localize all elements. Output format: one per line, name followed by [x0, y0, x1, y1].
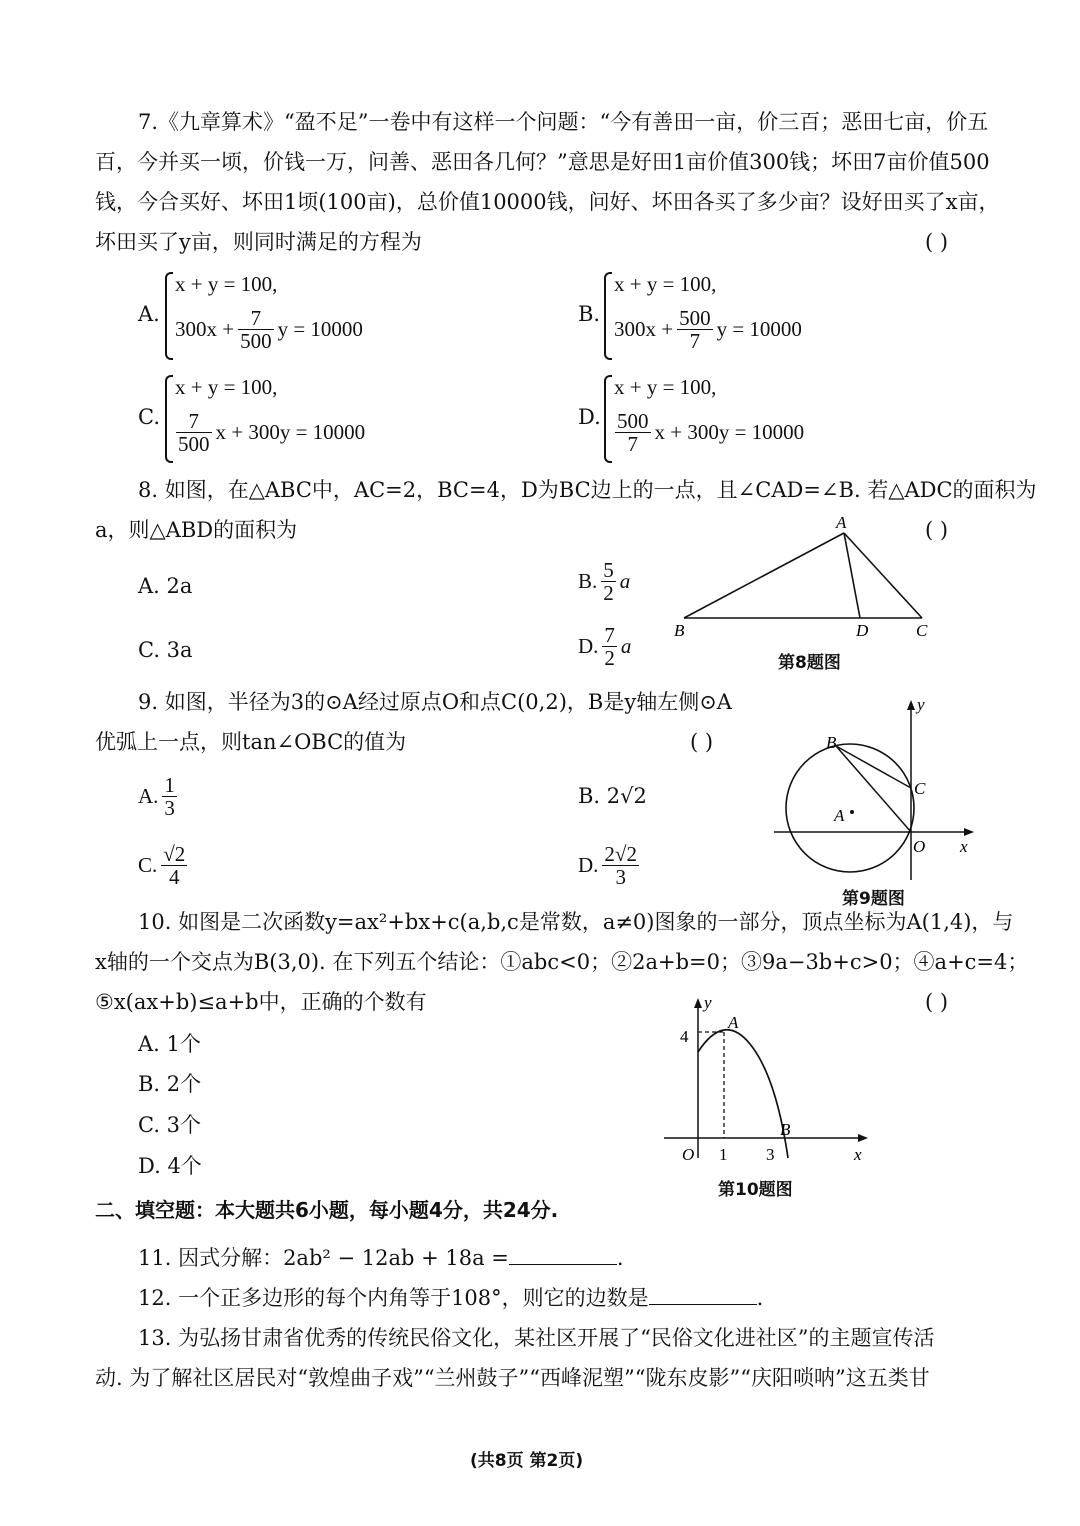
q10-line2: x轴的一个交点为B(3,0). 在下列五个结论：①abc<0；②2a+b=0；③9a−3b+c>0；④a+c=4； — [95, 950, 1029, 974]
q7-optD-label: D. — [578, 405, 601, 429]
q8-side-ab — [684, 533, 844, 618]
q11-text: 11. 因式分解：2ab² − 12ab + 18a = . — [138, 1246, 624, 1270]
q9-optA: A. $\frac{1}{3}$ — [138, 772, 175, 820]
q7-optA-brace — [165, 272, 173, 360]
q7-optB-brace — [604, 272, 612, 360]
q13-line2: 动. 为了解社区居民对“敦煌曲子戏”“兰州鼓子”“西峰泥塑”“陇东皮影”“庆阳唢呐”这五类甘 — [95, 1366, 930, 1390]
q7-optA-label: A. — [138, 302, 160, 326]
q9-line1: 9. 如图，半径为3的⊙A经过原点O和点C(0,2)，B是y轴左侧⊙A — [138, 690, 732, 714]
q8-optB: B. $\frac{5}{2}$ a — [578, 557, 631, 605]
q10-label-3: 3 — [766, 1145, 775, 1164]
q10-label-1: 1 — [719, 1145, 728, 1164]
q10-option-a: A. 1个 — [138, 1032, 201, 1056]
q10-label-b: B — [780, 1120, 791, 1139]
q7-optB-eq2: 300x + $\frac{500}{7}$ y = 10000 — [614, 305, 802, 353]
q7-optC-label: C. — [138, 405, 160, 429]
q8-optD: D. $\frac{7}{2}$ a — [578, 622, 632, 670]
q10-label-y: y — [704, 993, 712, 1012]
q8-line1: 8. 如图，在△ABC中，AC=2，BC=4，D为BC边上的一点，且∠CAD=∠B. 若△ADC的面积为 — [138, 478, 1037, 502]
q8-label-a: A — [836, 513, 847, 532]
q10-line1: 10. 如图是二次函数y=ax²+bx+c(a,b,c是常数，a≠0)图象的一部分，顶点坐标为A(1,4)，与 — [138, 910, 1014, 934]
section-two-heading: 二、填空题：本大题共6小题，每小题4分，共24分. — [95, 1198, 559, 1222]
q7-line2: 百，今并买一顷，价钱一万，问善、恶田各几何？”意思是好田1亩价值300钱；坏田7亩价值500 — [95, 150, 990, 174]
q9-label-c: C — [914, 779, 926, 798]
q7-optD-eq2: $\frac{500}{7}$ x + 300y = 10000 — [617, 408, 805, 456]
q9-circle-figure — [770, 690, 980, 890]
q8-segment-ad — [844, 533, 860, 618]
q9-segment-bo — [836, 746, 911, 832]
page-footer: (共8页 第2页) — [470, 1451, 584, 1471]
q10-line3: ⑤x(ax+b)≤a+b中，正确的个数有 — [95, 990, 427, 1014]
q10-answer-paren: ( ) — [925, 990, 949, 1014]
q9-center-point — [850, 810, 854, 814]
q9-line2: 优弧上一点，则tan∠OBC的值为 — [95, 730, 407, 754]
q10-y-arrow-icon — [694, 998, 702, 1008]
q8-triangle-figure — [660, 508, 960, 668]
q9-optD: D. $\frac{2√2}{3}$ — [578, 841, 637, 889]
q10-label-x: x — [854, 1145, 862, 1164]
q7-optC-eq2: $\frac{7}{500}$ x + 300y = 10000 — [178, 408, 366, 456]
q8-optC: C. 3a — [138, 638, 193, 662]
q12-text: 12. 一个正多边形的每个内角等于108°，则它的边数是 . — [138, 1286, 764, 1310]
q13-line1: 13. 为弘扬甘肃省优秀的传统民俗文化，某社区开展了“民俗文化进社区”的主题宣传活 — [138, 1326, 935, 1350]
q10-option-d: D. 4个 — [138, 1154, 202, 1178]
q9-optB: B. 2√2 — [578, 784, 647, 808]
q7-answer-paren: ( ) — [925, 230, 949, 254]
q9-label-a: A — [834, 806, 845, 825]
q9-label-b: B — [826, 733, 837, 752]
q9-label-o: O — [913, 837, 926, 856]
q10-option-c: C. 3个 — [138, 1113, 202, 1137]
q7-optB-eq1: x + y = 100, — [614, 272, 717, 296]
q8-label-d: D — [856, 621, 869, 640]
q8-label-b: B — [674, 621, 685, 640]
q9-figure-caption: 第9题图 — [842, 889, 905, 909]
q7-optA-eq1: x + y = 100, — [175, 272, 278, 296]
q8-figure-caption: 第8题图 — [778, 653, 841, 673]
q12-answer-blank — [649, 1304, 757, 1305]
q7-optD-eq1: x + y = 100, — [614, 375, 717, 399]
q7-line4: 坏田买了y亩，则同时满足的方程为 — [95, 230, 422, 254]
q8-optA: A. 2a — [138, 574, 193, 598]
q8-answer-paren: ( ) — [925, 518, 949, 542]
q10-parabola-figure — [660, 990, 890, 1170]
q10-parabola-curve — [698, 1030, 788, 1158]
q9-answer-paren: ( ) — [690, 730, 714, 754]
q9-x-arrow-icon — [964, 828, 974, 836]
q9-circle-a — [786, 744, 914, 872]
q8-line2: a，则△ABD的面积为 — [95, 518, 298, 542]
q10-label-4: 4 — [680, 1027, 689, 1046]
q9-y-arrow-icon — [907, 700, 915, 710]
q10-x-arrow-icon — [858, 1134, 868, 1142]
q7-line3: 钱，今合买好、坏田1顷(100亩)，总价值10000钱，问好、坏田各买了多少亩？设好田买了x亩， — [95, 190, 1000, 214]
q10-label-o: O — [682, 1145, 695, 1164]
q9-optC: C. $\frac{√2}{4}$ — [138, 841, 186, 889]
q7-optC-eq1: x + y = 100, — [175, 375, 278, 399]
q7-optA-eq2: 300x + $\frac{7}{500}$ y = 10000 — [175, 305, 363, 353]
q7-line1: 7.《九章算术》“盈不足”一卷中有这样一个问题：“今有善田一亩，价三百；恶田七亩，价五 — [138, 110, 989, 134]
q9-label-y: y — [917, 695, 925, 714]
q7-optB-label: B. — [578, 302, 601, 326]
q10-label-a: A — [728, 1013, 739, 1032]
q8-side-ac — [844, 533, 922, 618]
q11-answer-blank — [509, 1264, 617, 1265]
q8-label-c: C — [916, 621, 928, 640]
q10-option-b: B. 2个 — [138, 1072, 202, 1096]
q9-label-x: x — [960, 837, 968, 856]
q10-figure-caption: 第10题图 — [718, 1180, 793, 1200]
